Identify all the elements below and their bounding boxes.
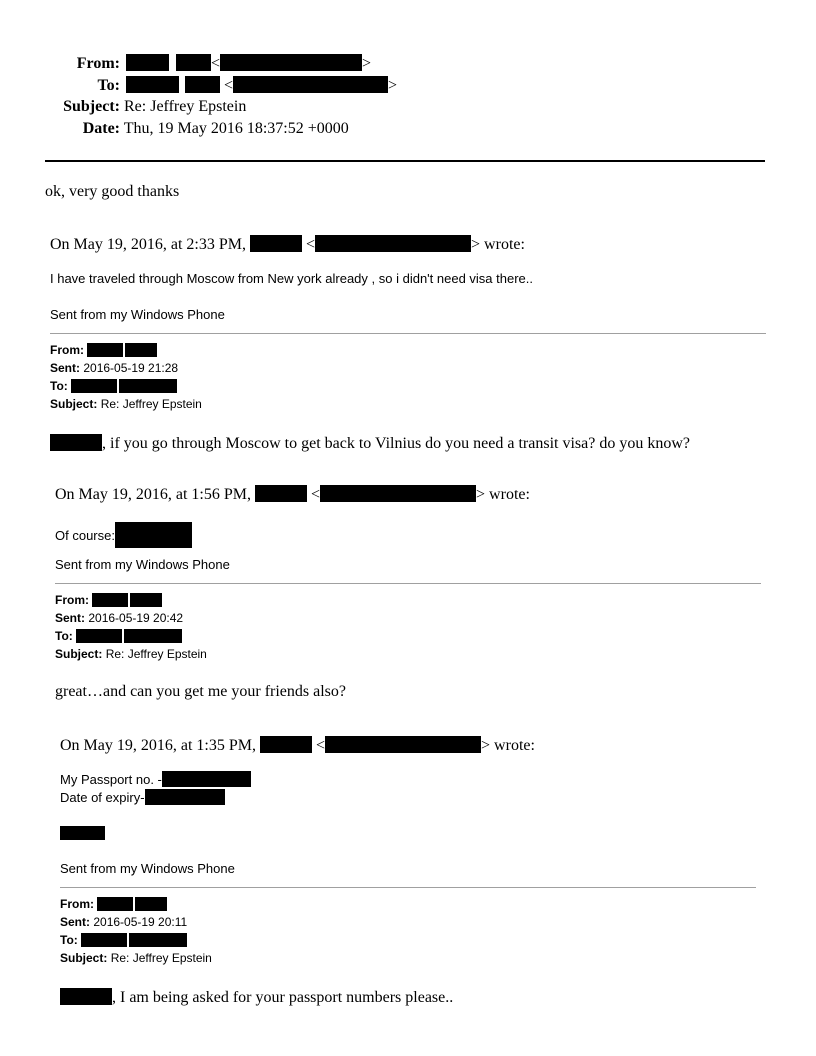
- block1-to-row: To:: [50, 379, 177, 393]
- block2-subject-row: Subject: Re: Jeffrey Epstein: [55, 647, 207, 661]
- redaction: [233, 76, 388, 93]
- header-subject-row: [0, 98, 246, 116]
- header-subject-value: Re: Jeffrey Epstein: [124, 98, 247, 115]
- redaction: [250, 235, 302, 252]
- redaction: [126, 54, 169, 71]
- redaction: [220, 54, 362, 71]
- block1-sent-row: Sent: 2016-05-19 21:28: [50, 361, 179, 375]
- redaction: [176, 54, 211, 71]
- redaction: [125, 343, 157, 357]
- quote2-divider: [55, 583, 761, 584]
- redaction: [325, 736, 481, 753]
- redaction: [260, 736, 312, 753]
- redaction: [60, 988, 112, 1005]
- header-to-label: To:: [97, 77, 120, 94]
- redaction: [145, 789, 225, 805]
- redaction: [92, 593, 128, 607]
- quote2-attribution: On May 19, 2016, at 1:56 PM, < > wrote:: [55, 486, 530, 503]
- header-to-row: To: < >: [0, 76, 397, 95]
- redaction: [60, 826, 105, 840]
- header-date-value: Thu, 19 May 2016 18:37:52 +0000: [123, 120, 349, 137]
- header-subject-label: Subject:: [63, 98, 120, 115]
- quote1-divider: [50, 333, 766, 334]
- reply-text: ok, very good thanks: [45, 183, 180, 200]
- quote1-attribution: On May 19, 2016, at 2:33 PM, < > wrote:: [50, 236, 525, 253]
- redaction: [119, 379, 177, 393]
- block2-message: great…and can you get me your friends also?: [55, 683, 347, 700]
- redaction: [315, 235, 471, 252]
- redaction: [124, 629, 182, 643]
- block1-from-row: From:: [50, 343, 157, 357]
- block3-sent-row: Sent: 2016-05-19 20:11: [60, 915, 188, 929]
- quote3-attribution: On May 19, 2016, at 1:35 PM, < > wrote:: [60, 737, 535, 754]
- quote3-signature: Sent from my Windows Phone: [60, 861, 235, 876]
- block3-from-row: From:: [60, 897, 167, 911]
- quote3-divider: [60, 887, 756, 888]
- header-date-row: [0, 120, 349, 138]
- redaction: [50, 434, 102, 451]
- block3-message: , I am being asked for your passport numbers please..: [60, 988, 453, 1007]
- quote1-signature: Sent from my Windows Phone: [50, 307, 225, 322]
- quote3-passport-row: My Passport no. -: [60, 771, 251, 787]
- block2-to-row: To:: [55, 629, 182, 643]
- block1-message: , if you go through Moscow to get back to Vilnius do you need a transit visa? do you know?: [50, 434, 690, 453]
- redaction: [76, 629, 122, 643]
- block1-subject-row: Subject: Re: Jeffrey Epstein: [50, 397, 202, 411]
- quote2-signature: Sent from my Windows Phone: [55, 557, 230, 572]
- redaction: [130, 593, 162, 607]
- redaction: [320, 485, 476, 502]
- header-date-label: Date:: [82, 120, 120, 137]
- quote2-message: Of course:: [55, 522, 192, 548]
- header-divider: [45, 160, 765, 162]
- redaction: [97, 897, 133, 911]
- block3-subject-row: Subject: Re: Jeffrey Epstein: [60, 951, 212, 965]
- quote1-message: I have traveled through Moscow from New york already , so i didn't need visa there..: [50, 271, 533, 286]
- redaction: [129, 933, 187, 947]
- redaction: [162, 771, 251, 787]
- block2-from-row: From:: [55, 593, 162, 607]
- redaction: [185, 76, 220, 93]
- header-from-label: From:: [76, 55, 120, 72]
- redaction: [87, 343, 123, 357]
- redaction: [81, 933, 127, 947]
- header-from-row: From: < >: [0, 54, 371, 73]
- redaction: [255, 485, 307, 502]
- quote3-expiry-row: Date of expiry-: [60, 789, 225, 805]
- redaction: [115, 522, 192, 548]
- block3-to-row: To:: [60, 933, 187, 947]
- block2-sent-row: Sent: 2016-05-19 20:42: [55, 611, 184, 625]
- redaction: [135, 897, 167, 911]
- redaction: [71, 379, 117, 393]
- redaction: [126, 76, 179, 93]
